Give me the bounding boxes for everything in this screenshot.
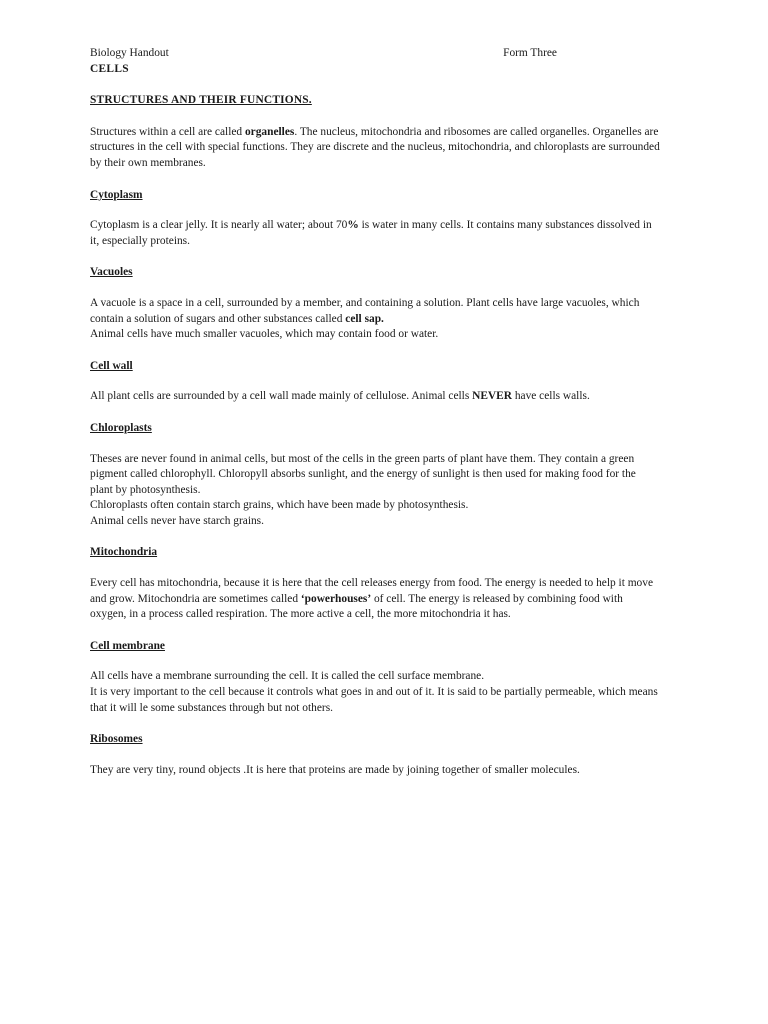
heading-mitochondria: Mitochondria xyxy=(90,546,158,559)
paragraph-cytoplasm xyxy=(90,218,660,249)
cytoplasm-text-1: Cytoplasm is a clear jelly. It is nearly all water; about 70 xyxy=(90,219,348,232)
paragraph-chloroplasts-animal: Animal cells never have starch grains. xyxy=(90,514,264,527)
intro-paragraph xyxy=(90,125,660,172)
paragraph-vacuoles xyxy=(90,296,660,327)
paragraph-chloroplasts-starch: Chloroplasts often contain starch grains, which have been made by photosynthesis. xyxy=(90,499,469,512)
paragraph-mitochondria xyxy=(90,576,660,623)
mitochondria-text-1: Every cell has mitochondria, because it is here that the cell releases energy from food. The energy is needed to help it move and grow. Mitochondria are sometimes called xyxy=(90,577,654,605)
heading-vacuoles: Vacuoles xyxy=(90,266,133,279)
mitochondria-text-2: of cell. The energy is released by combining food with oxygen, in a process called respiration. The more active a cell, the more mitochondria it has. xyxy=(90,592,623,621)
heading-cytoplasm: Cytoplasm xyxy=(90,188,143,201)
heading-cell-wall: Cell wall xyxy=(90,359,133,372)
paragraph-cell-wall xyxy=(90,389,660,405)
heading-chloroplasts: Chloroplasts xyxy=(90,421,152,434)
intro-text-1: Structures within a cell are called xyxy=(90,125,245,138)
header-line xyxy=(90,46,557,62)
subject-label: Biology Handout xyxy=(90,47,169,59)
cytoplasm-bold-percent: % xyxy=(347,219,359,232)
cytoplasm-text-2: is water in many cells. It contains many substances dissolved in it, especially proteins. xyxy=(90,219,652,247)
mitochondria-bold-powerhouses: ‘powerhouses’ xyxy=(300,592,372,605)
paragraph-cell-membrane-permeable: It is very important to the cell because it controls what goes in and out of it. It is said to be partially permeable, which means that it will le some substances through but not others. xyxy=(90,686,658,714)
document-title: CELLS xyxy=(90,62,129,75)
paragraph-chloroplasts: Theses are never found in animal cells, but most of the cells in the green parts of plant have them. They contain a green pigment called chlorophyll. Chloropyll absorbs sunlight, and the energy of sunlight is then used for making food for the plant by photosynthesis. xyxy=(90,452,636,496)
form-label: Form Three xyxy=(503,47,557,59)
vacuoles-text-1: A vacuole is a space in a cell, surrounded by a member, and containing a solution. Plant cells have large vacuoles, which contain a solution of sugars and other substances called xyxy=(90,296,640,325)
paragraph-vacuoles-animal: Animal cells have much smaller vacuoles, which may contain food or water. xyxy=(90,328,439,341)
heading-cell-membrane: Cell membrane xyxy=(90,639,165,652)
vacuoles-bold-cell-sap: cell sap. xyxy=(345,312,384,325)
intro-bold-organelles: organelles xyxy=(244,125,295,138)
intro-text-2: . The nucleus, mitochondria and ribosomes are called organelles. Organelles are structures in the cell with special functions. They are discrete and the nucleus, mitochondria, and chloroplasts are surrounded by their own membranes. xyxy=(90,125,660,169)
paragraph-cell-membrane: All cells have a membrane surrounding the cell. It is called the cell surface membrane. xyxy=(90,670,485,683)
cell-wall-text-2: have cells walls. xyxy=(511,390,590,403)
handout-page xyxy=(90,46,660,778)
paragraph-ribosomes: They are very tiny, round objects .It is here that proteins are made by joining together of smaller molecules. xyxy=(90,763,580,776)
cell-wall-text-1: All plant cells are surrounded by a cell wall made mainly of cellulose. Animal cells xyxy=(90,390,473,403)
main-heading: STRUCTURES AND THEIR FUNCTIONS. xyxy=(90,94,312,107)
cell-wall-bold-never: NEVER xyxy=(472,390,512,403)
heading-ribosomes: Ribosomes xyxy=(90,733,143,746)
